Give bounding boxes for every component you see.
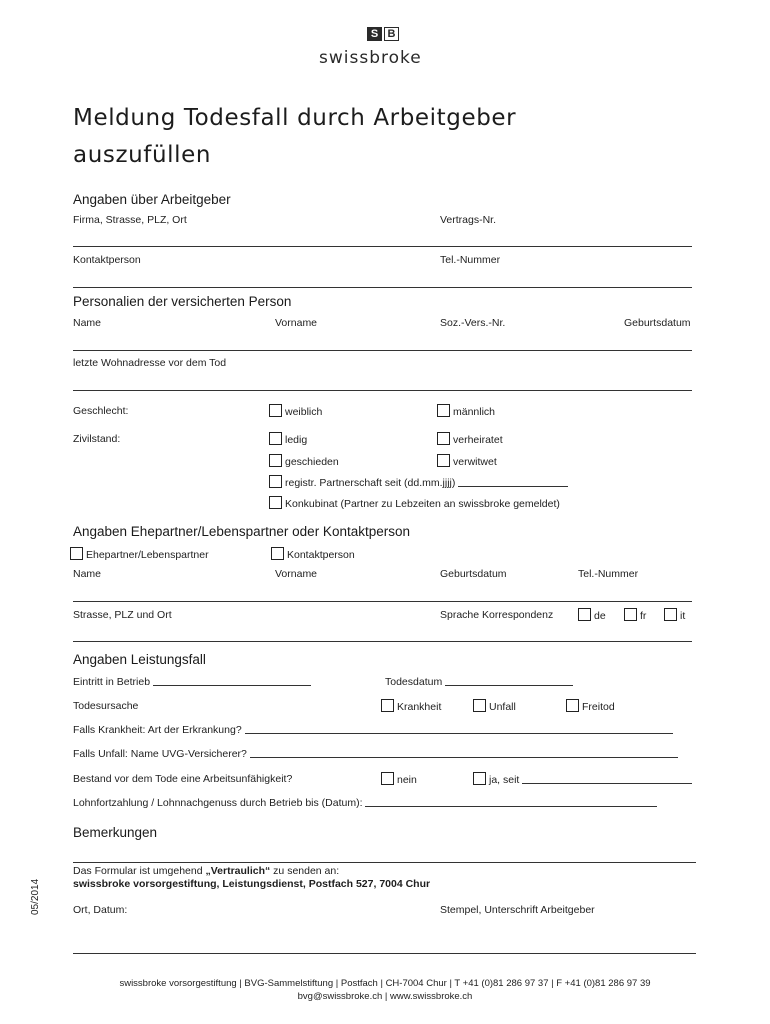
page-title-line1: Meldung Todesfall durch Arbeitgeber — [73, 105, 517, 131]
checkbox-partnerschaft[interactable] — [269, 475, 282, 488]
unfall-uvg-line[interactable] — [250, 757, 678, 758]
checkbox-ehepartner[interactable] — [70, 547, 83, 560]
section-heading-employer: Angaben über Arbeitgeber — [73, 192, 231, 207]
unfall-uvg-field[interactable]: Falls Unfall: Name UVG-Versicherer? — [73, 748, 678, 760]
person-adresse-label: letzte Wohnadresse vor dem Tod — [73, 357, 227, 369]
section-heading-remarks: Bemerkungen — [73, 825, 158, 840]
checkbox-kontaktperson[interactable] — [271, 547, 284, 560]
option-verwitwet[interactable]: verwitwet — [437, 454, 497, 468]
option-lang-de[interactable]: de — [578, 608, 606, 622]
page-title-line2: auszufüllen — [73, 142, 212, 168]
partner-name-label: Name — [73, 568, 102, 580]
partnerschaft-date-line[interactable] — [458, 486, 568, 487]
checkbox-lang-fr[interactable] — [624, 608, 637, 621]
option-konkubinat[interactable]: Konkubinat (Partner zu Lebzeiten an swissbroke gemeldet) — [269, 496, 560, 510]
checkbox-lang-de[interactable] — [578, 608, 591, 621]
firma-line[interactable] — [73, 246, 692, 247]
partner-strasse-line[interactable] — [73, 641, 692, 642]
checkbox-lang-it[interactable] — [664, 608, 677, 621]
option-verheiratet[interactable]: verheiratet — [437, 432, 503, 446]
checkbox-ledig[interactable] — [269, 432, 282, 445]
footer-line2: bvg@swissbroke.ch | www.swissbroke.ch — [297, 991, 473, 1002]
partner-tel-label: Tel.-Nummer — [578, 568, 639, 580]
checkbox-maennlich[interactable] — [437, 404, 450, 417]
person-name-label: Name — [73, 317, 102, 329]
tel-label: Tel.-Nummer — [440, 254, 501, 266]
logo-letter-b: B — [384, 27, 399, 41]
option-ja-seit[interactable]: ja, seit — [473, 772, 692, 786]
krankheit-art-field[interactable]: Falls Krankheit: Art der Erkrankung? — [73, 724, 673, 736]
ja-seit-line[interactable] — [522, 783, 692, 784]
option-lang-it[interactable]: it — [664, 608, 685, 622]
eintritt-line[interactable] — [153, 685, 311, 686]
option-kontaktperson[interactable]: Kontaktperson — [271, 547, 355, 561]
checkbox-konkubinat[interactable] — [269, 496, 282, 509]
section-heading-partner: Angaben Ehepartner/Lebenspartner oder Kontaktperson — [73, 524, 410, 539]
person-name-line[interactable] — [73, 350, 692, 351]
todesdatum-line[interactable] — [445, 685, 573, 686]
krankheit-art-line[interactable] — [245, 733, 673, 734]
option-unfall[interactable]: Unfall — [473, 699, 516, 713]
partner-vorname-label: Vorname — [275, 568, 318, 580]
option-weiblich[interactable]: weiblich — [269, 404, 322, 418]
partner-name-line[interactable] — [73, 601, 692, 602]
logo-letter-s: S — [367, 27, 382, 41]
partner-strasse-label: Strasse, PLZ und Ort — [73, 609, 172, 621]
section-heading-person: Personalien der versicherten Person — [73, 294, 292, 309]
checkbox-unfall[interactable] — [473, 699, 486, 712]
option-partnerschaft[interactable]: registr. Partnerschaft seit (dd.mm.jjjj) — [269, 475, 568, 489]
partner-geburt-label: Geburtsdatum — [440, 568, 507, 580]
lohnfort-field[interactable]: Lohnfortzahlung / Lohnnachgenuss durch Betrieb bis (Datum): — [73, 797, 657, 809]
logo-brand: swissbroke — [319, 48, 422, 68]
checkbox-verheiratet[interactable] — [437, 432, 450, 445]
send-address: swissbroke vorsorgestiftung, Leistungsdienst, Postfach 527, 7004 Chur — [73, 878, 431, 890]
option-ledig[interactable]: ledig — [269, 432, 307, 446]
option-krankheit[interactable]: Krankheit — [381, 699, 441, 713]
kontakt-line[interactable] — [73, 287, 692, 288]
ursache-label: Todesursache — [73, 700, 139, 712]
checkbox-freitod[interactable] — [566, 699, 579, 712]
person-geburt-label: Geburtsdatum — [624, 317, 691, 329]
person-soz-label: Soz.-Vers.-Nr. — [440, 317, 506, 329]
side-date: 05/2014 — [30, 878, 41, 915]
vertrag-label: Vertrags-Nr. — [440, 214, 497, 226]
send-instructions: Das Formular ist umgehend „Vertraulich“ zu senden an: — [73, 865, 340, 877]
checkbox-ja-seit[interactable] — [473, 772, 486, 785]
signature-line[interactable] — [73, 953, 696, 954]
geschlecht-label: Geschlecht: — [73, 405, 129, 417]
stempel-label: Stempel, Unterschrift Arbeitgeber — [440, 904, 595, 916]
option-ehepartner[interactable]: Ehepartner/Lebenspartner — [70, 547, 209, 561]
remarks-line[interactable] — [73, 862, 696, 863]
option-nein[interactable]: nein — [381, 772, 417, 786]
kontakt-label: Kontaktperson — [73, 254, 141, 266]
firma-label: Firma, Strasse, PLZ, Ort — [73, 214, 187, 226]
zivilstand-label: Zivilstand: — [73, 433, 121, 445]
section-heading-claim: Angaben Leistungsfall — [73, 652, 206, 667]
arbeitsunf-label: Bestand vor dem Tode eine Arbeitsunfähigkeit? — [73, 773, 293, 785]
checkbox-weiblich[interactable] — [269, 404, 282, 417]
person-vorname-label: Vorname — [275, 317, 318, 329]
checkbox-verwitwet[interactable] — [437, 454, 450, 467]
checkbox-krankheit[interactable] — [381, 699, 394, 712]
sprache-label: Sprache Korrespondenz — [440, 609, 554, 621]
person-adresse-line[interactable] — [73, 390, 692, 391]
checkbox-geschieden[interactable] — [269, 454, 282, 467]
checkbox-nein[interactable] — [381, 772, 394, 785]
footer-line1: swissbroke vorsorgestiftung | BVG-Sammelstiftung | Postfach | CH-7004 Chur | T +41 (0)81 286 97 37 | F +41 (0)81 286 97 39 — [119, 978, 651, 989]
option-maennlich[interactable]: männlich — [437, 404, 495, 418]
ort-datum-label: Ort, Datum: — [73, 904, 128, 916]
option-lang-fr[interactable]: fr — [624, 608, 646, 622]
todesdatum-field[interactable]: Todesdatum — [385, 676, 573, 688]
option-freitod[interactable]: Freitod — [566, 699, 615, 713]
eintritt-field[interactable]: Eintritt in Betrieb — [73, 676, 311, 688]
option-geschieden[interactable]: geschieden — [269, 454, 339, 468]
lohnfort-line[interactable] — [365, 806, 657, 807]
